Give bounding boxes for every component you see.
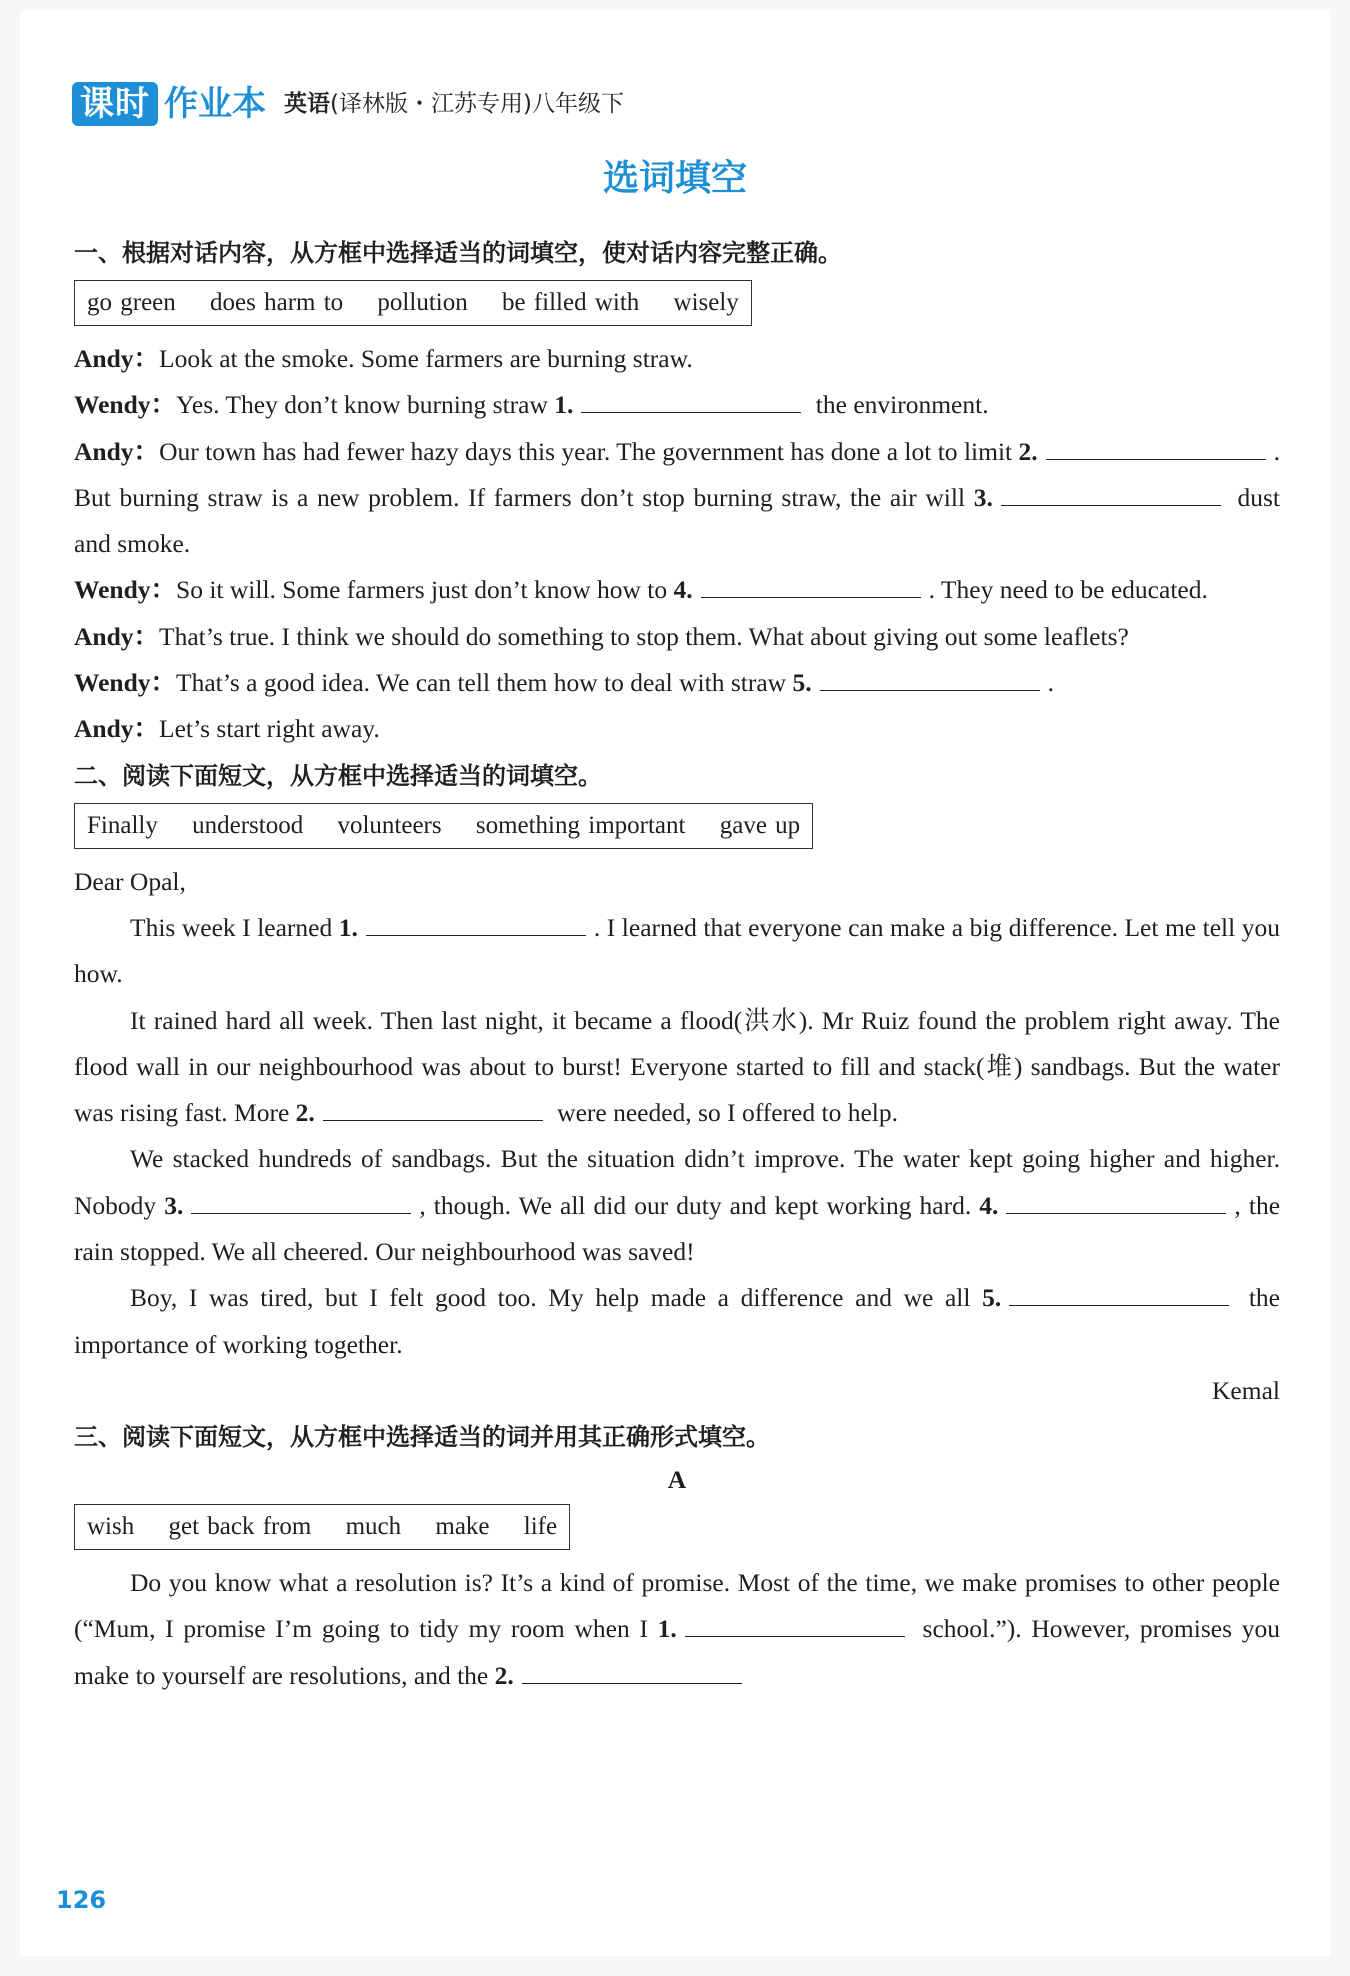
passage-text: , the rain stopped. We all cheered. Our neighbourhood was saved! xyxy=(74,1190,1281,1267)
answer-blank[interactable] xyxy=(820,660,1040,691)
blank-number: 1. xyxy=(657,1614,677,1644)
speaker-name: Wendy： xyxy=(74,668,177,698)
dialogue-text: Let’s start right away. xyxy=(159,714,380,744)
blank-number: 4. xyxy=(673,575,693,605)
dialogue-line xyxy=(74,382,1280,428)
section-3-word-box xyxy=(74,1504,570,1550)
answer-blank[interactable] xyxy=(1006,1183,1226,1214)
blank-number: 5. xyxy=(982,1283,1002,1313)
word-option: be filled with xyxy=(501,289,640,316)
word-option: wish xyxy=(87,1512,135,1540)
passage-text: Do you know what a resolution is? It’s a kind of promise. Most of the time, we make promises to other people (“Mum, I promise I’m going to tidy my room when I xyxy=(74,1567,1280,1644)
speaker-name: Andy： xyxy=(74,714,160,744)
part-label: A xyxy=(667,1464,687,1494)
speaker-name: Andy： xyxy=(74,344,160,373)
blank-number: 1. xyxy=(338,912,358,942)
dialogue-line xyxy=(74,706,1280,752)
letter-signature: Kemal xyxy=(1212,1375,1280,1405)
blank-number: 3. xyxy=(973,482,993,512)
section-1-word-box xyxy=(74,280,752,326)
word-option: much xyxy=(345,1512,402,1540)
dialogue-text: . They need to be educated. xyxy=(928,575,1208,605)
passage-text: were needed, so I offered to help. xyxy=(550,1098,898,1128)
dialogue-text: So it will. Some farmers just don’t know how to xyxy=(176,575,674,605)
dialogue-line xyxy=(74,660,1280,706)
answer-blank[interactable] xyxy=(685,1606,905,1637)
passage-text: . I learned that everyone can make a big difference. Let me tell you how. xyxy=(74,912,1280,989)
word-option: pollution xyxy=(377,289,468,316)
letter-paragraph xyxy=(74,1136,1280,1275)
dialogue-line xyxy=(74,567,1280,613)
page-title: 选词填空 xyxy=(602,158,747,199)
answer-blank[interactable] xyxy=(1046,429,1266,460)
section-2-heading: 二、阅读下面短文，从方框中选择适当的词填空。 xyxy=(74,761,602,790)
book-subtitle xyxy=(284,82,624,126)
word-option: make xyxy=(435,1512,490,1540)
answer-blank[interactable] xyxy=(701,567,921,598)
dialogue-text: That’s a good idea. We can tell them how to deal with straw xyxy=(176,668,793,698)
speaker-name: Wendy： xyxy=(74,390,177,420)
blank-number: 3. xyxy=(164,1190,184,1220)
dialogue-line xyxy=(74,336,1280,382)
passage-text: , though. We all did our duty and kept working hard. xyxy=(419,1190,980,1220)
word-option: go green xyxy=(87,289,176,316)
passage-paragraph xyxy=(74,1560,1280,1699)
letter-paragraph xyxy=(74,1275,1280,1368)
speaker-name: Andy： xyxy=(74,621,160,651)
answer-blank[interactable] xyxy=(191,1183,411,1214)
dialogue-line xyxy=(74,614,1280,660)
worksheet-page xyxy=(20,10,1330,1956)
blank-number: 2. xyxy=(494,1660,514,1690)
passage-text: school.”). However, promises you make to yourself are resolutions, and the xyxy=(74,1614,1280,1690)
blank-number: 2. xyxy=(295,1098,315,1128)
speaker-name: Andy： xyxy=(74,436,160,466)
word-option: gave up xyxy=(719,811,801,839)
answer-blank[interactable] xyxy=(1001,475,1221,506)
word-option: life xyxy=(523,1512,558,1540)
brand-logo xyxy=(72,82,266,126)
passage-text: Boy, I was tired, but I felt good too. My help made a difference and we all xyxy=(130,1283,983,1313)
word-option: wisely xyxy=(673,289,739,316)
word-option: volunteers xyxy=(337,811,442,839)
dialogue-text: That’s true. I think we should do something to stop them. What about giving out some leaflets? xyxy=(159,621,1129,651)
blank-number: 5. xyxy=(792,668,812,698)
answer-blank[interactable] xyxy=(522,1653,742,1684)
dialogue-line xyxy=(74,429,1280,568)
passage-text: This week I learned xyxy=(130,912,339,942)
word-option: Finally xyxy=(87,811,158,839)
brand-logo-text: 作业本 xyxy=(164,84,266,124)
word-option: something important xyxy=(475,811,686,839)
word-option: understood xyxy=(192,811,304,839)
section-3-heading: 三、阅读下面短文，从方框中选择适当的词并用其正确形式填空。 xyxy=(74,1422,770,1451)
answer-blank[interactable] xyxy=(581,382,801,413)
answer-blank[interactable] xyxy=(366,905,586,936)
exercise-content xyxy=(74,230,1280,1699)
dialogue-text: . xyxy=(1047,668,1054,698)
blank-number: 1. xyxy=(554,390,574,420)
blank-number: 4. xyxy=(979,1190,999,1220)
letter-greeting: Dear Opal, xyxy=(74,866,186,896)
subject-label: 英语 xyxy=(284,91,330,117)
answer-blank[interactable] xyxy=(1009,1275,1229,1306)
dialogue-text: the environment. xyxy=(809,390,989,420)
answer-blank[interactable] xyxy=(323,1090,543,1121)
letter-paragraph xyxy=(74,905,1280,998)
word-option: get back from xyxy=(168,1512,312,1540)
section-2-word-box xyxy=(74,803,813,849)
dialogue-text: Our town has had fewer hazy days this year. The government has done a lot to limit xyxy=(159,436,1019,466)
blank-number: 2. xyxy=(1018,436,1038,466)
letter-paragraph xyxy=(74,998,1280,1137)
brand-logo-badge: 课时 xyxy=(72,82,158,126)
page-number: 126 xyxy=(56,1886,107,1914)
passage-text: the importance of working together. xyxy=(74,1283,1280,1359)
page-header xyxy=(72,82,624,126)
word-option: does harm to xyxy=(210,289,344,316)
dialogue-text: dust and smoke. xyxy=(74,482,1280,559)
edition-label: (译林版・江苏专用)八年级下 xyxy=(330,91,624,117)
passage-text: We stacked hundreds of sandbags. But the situation didn’t improve. The water kept going higher and higher. Nobody xyxy=(74,1144,1280,1220)
speaker-name: Wendy： xyxy=(74,575,177,605)
dialogue-text: Look at the smoke. Some farmers are burning straw. xyxy=(159,344,693,373)
section-1-heading: 一、根据对话内容，从方框中选择适当的词填空，使对话内容完整正确。 xyxy=(74,239,842,267)
dialogue-text: . But burning straw is a new problem. If farmers don’t stop burning straw, the air will xyxy=(74,436,1281,512)
passage-text: It rained hard all week. Then last night, it became a flood(洪水). Mr Ruiz found the problem right away. The flood wall in our neighbourhood was about to burst! Everyone started to fill and stack(堆) sandbags. But the water was rising fast. More xyxy=(74,1005,1280,1128)
dialogue-text: Yes. They don’t know burning straw xyxy=(176,390,555,420)
